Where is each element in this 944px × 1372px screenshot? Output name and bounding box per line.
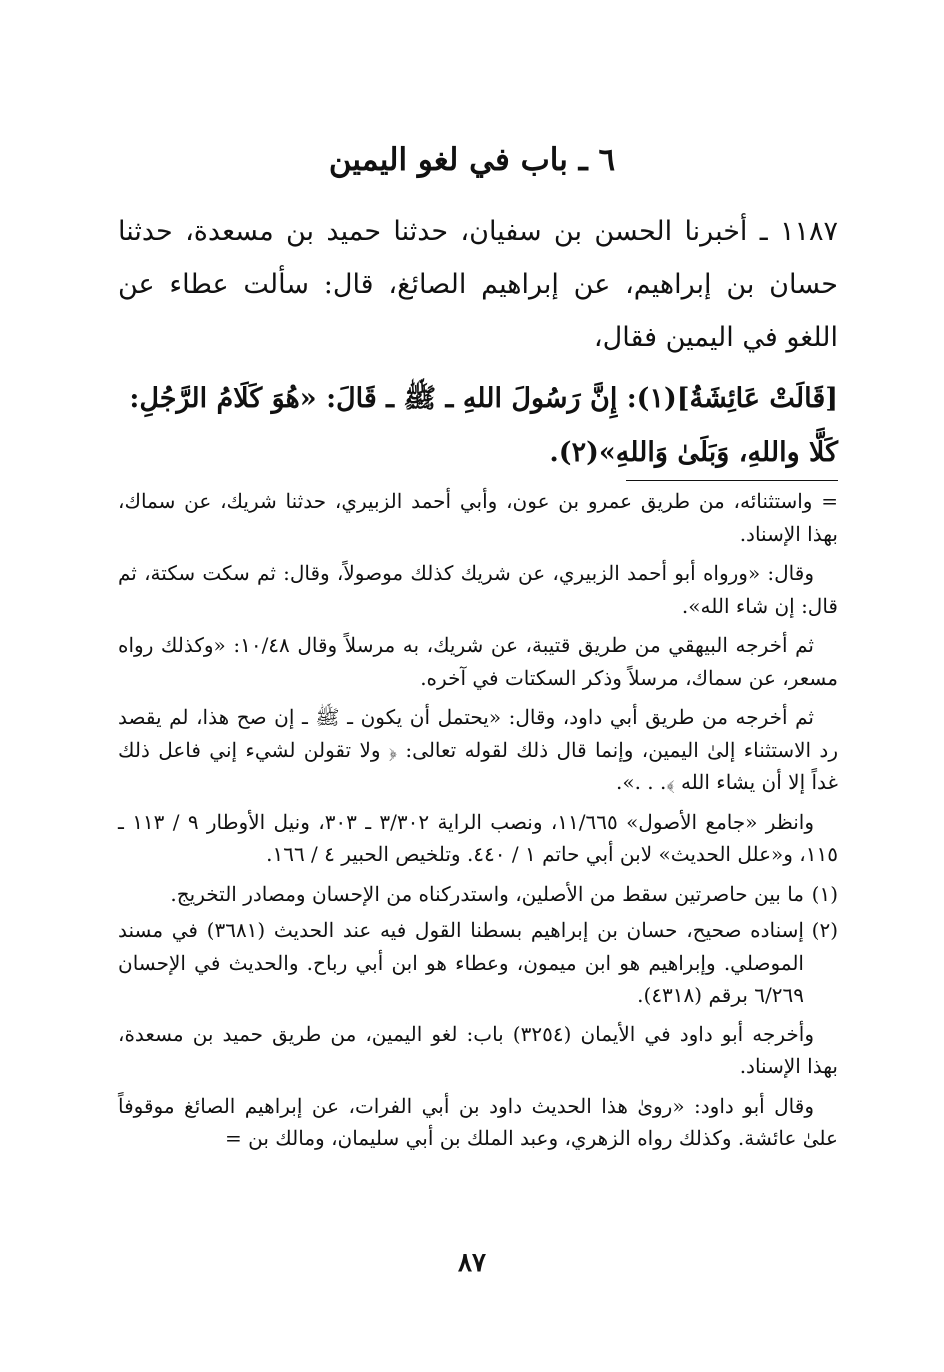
- note-paragraph: = واستثنائه، من طريق عمرو بن عون، وأبي أحمد الزبيري، حدثنا شريك، عن سماك، بهذا الإسناد.: [118, 489, 838, 546]
- footnote-number: (١): [811, 881, 838, 906]
- footnote-continuation: وقال أبو داود: «روىٰ هذا الحديث داود بن أبي الفرات، عن إبراهيم الصائغ موقوفاً علىٰ عائشة. وكذلك رواه الزهري، وعبد الملك بن أبي سليمان، ومالك بن =: [118, 1093, 838, 1150]
- footnote-2: [118, 914, 838, 1012]
- footnote-text: إسناده صحيح، حسان بن إبراهيم بسطنا القول فيه عند الحديث (٣٦٨١) في مسند الموصلي. وإبراهيم هو ابن ميمون، وعطاء هو ابن أبي رباح. والحديث في الإحسان ٦/٢٦٩ برقم (٤٣١٨).: [118, 918, 804, 1007]
- continued-notes: [118, 485, 838, 1162]
- hadith-text: [قَالَتْ عَائِشَةُ](١): إِنَّ رَسُولَ اللهِ ـ ﷺ ـ قَالَ: «هُوَ كَلَامُ الرَّجُلِ: كَلَّا واللهِ، وَبَلَىٰ وَاللهِ»(٢).: [129, 383, 838, 468]
- footnote-continuation: وأخرجه أبو داود في الأيمان (٣٢٥٤) باب: لغو اليمين، من طريق حميد بن مسعدة، بهذا الإسناد.: [118, 1021, 838, 1078]
- note-paragraph: وقال: «ورواه أبو أحمد الزبيري، عن شريك كذلك موصولاً، وقال: ثم سكت سكتة، ثم قال: إن شاء الله».: [118, 561, 838, 618]
- note-paragraph: وانظر «جامع الأصول» ١١/٦٦٥، ونصب الراية ٣/٣٠٢ ـ ٣٠٣، ونيل الأوطار ٩ / ١١٣ ـ ١١٥، و«علل الحديث» لابن أبي حاتم ١ / ٤٤٠. وتلخيص الحبير ٤ / ١٦٦.: [118, 809, 838, 866]
- footnote-number: (٢): [811, 918, 838, 942]
- chapter-title: ٦ ـ باب في لغو اليمين: [328, 142, 616, 178]
- footnote-1: [118, 878, 838, 911]
- page-number: ٨٧: [458, 1248, 486, 1278]
- main-hadith-chain: ١١٨٧ ـ أخبرنا الحسن بن سفيان، حدثنا حميد بن مسعدة، حدثنا حسان بن إبراهيم، عن إبراهيم الصائغ، قال: سألت عطاء عن اللغو في اليمين فقال،: [118, 216, 838, 353]
- footnote-separator: [626, 480, 838, 481]
- note-paragraph: ثم أخرجه البيهقي من طريق قتيبة، عن شريك، به مرسلاً وقال ١٠/٤٨: «وكذلك رواه مسعر، عن سماك، مرسلاً وذكر السكتات في آخره.: [118, 633, 838, 690]
- note-paragraph: ثم أخرجه من طريق أبي داود، وقال: «يحتمل أن يكون ـ ﷺ ـ إن صح هذا، لم يقصد رد الاستثناء إلىٰ اليمين، وإنما قال ذلك لقوله تعالى: ﴿ ولا تقولن لشيء إني فاعل ذلك غداً إلا أن يشاء الله ﴾. . .».: [118, 705, 838, 794]
- footnote-text: ما بين حاصرتين سقط من الأصلين، واستدركناه من الإحسان ومصادر التخريج.: [170, 881, 804, 906]
